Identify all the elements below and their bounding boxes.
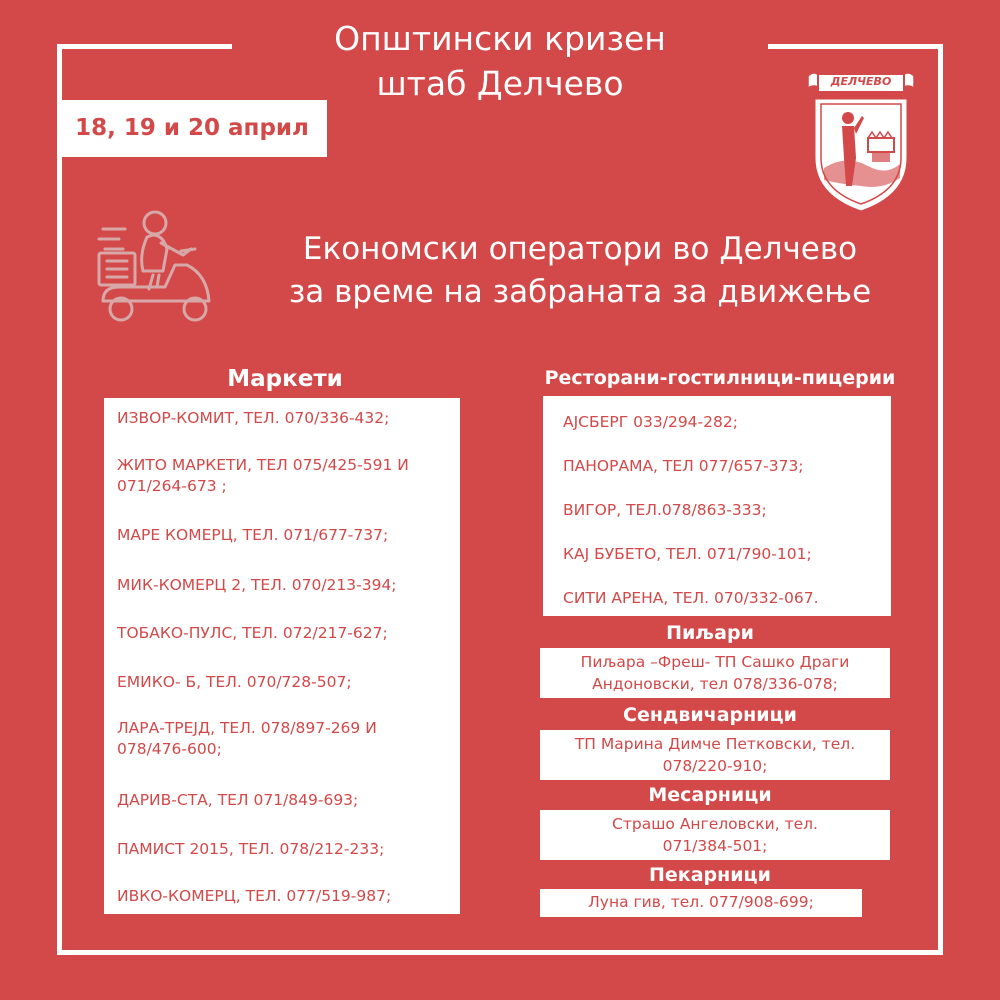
list-item: КАЈ БУБЕТО, ТЕЛ. 071/790-101;	[563, 545, 812, 563]
list-item: МИК-КОМЕРЦ 2, ТЕЛ. 070/213-394;	[117, 576, 397, 594]
title-line1: Општински кризен	[334, 19, 666, 58]
list-item: ЕМИКО- Б, ТЕЛ. 070/728-507;	[117, 673, 352, 691]
page-title	[230, 16, 770, 106]
bakery-line1: Луна гив, тел. 077/908-699;	[588, 893, 814, 911]
sandwiches-title: Сендвичарници	[623, 704, 797, 726]
greengrocers-box	[540, 648, 890, 698]
butchers-title: Месарници	[648, 784, 772, 806]
list-item: ЛАРА-ТРЕЈД, ТЕЛ. 078/897-269 И	[117, 719, 377, 737]
date-badge: 18, 19 и 20 април	[57, 100, 327, 157]
frame-right	[938, 44, 943, 955]
delivery-scooter-icon	[95, 205, 220, 330]
list-item: ПАМИСТ 2015, ТЕЛ. 078/212-233;	[117, 840, 385, 858]
logo-text: ДЕЛЧЕВО	[830, 75, 892, 88]
frame-left	[57, 44, 62, 955]
list-item: ИЗВОР-КОМИТ, ТЕЛ. 070/336-432;	[117, 409, 390, 427]
headline	[240, 228, 920, 314]
title-line2: штаб Делчево	[376, 64, 624, 103]
greengrocer-line1: Пиљара –Фреш- ТП Сашко Драги	[580, 653, 850, 671]
frame-top-left	[57, 44, 232, 49]
markets-list	[104, 398, 460, 914]
list-item: СИТИ АРЕНА, ТЕЛ. 070/332-067.	[563, 589, 819, 607]
restaurants-title: Ресторани-гостилници-пицерии	[544, 367, 896, 389]
frame-bottom	[57, 950, 943, 955]
frame-top-right	[768, 44, 943, 49]
coat-of-arms-logo	[806, 68, 916, 214]
sandwich-line1: ТП Марина Димче Петковски, тел.	[574, 735, 856, 753]
list-item: ПАНОРАМА, ТЕЛ 077/657-373;	[563, 457, 804, 475]
list-item: ДАРИВ-СТА, ТЕЛ 071/849-693;	[117, 791, 359, 809]
list-item: ЖИТО МАРКЕТИ, ТЕЛ 075/425-591 И	[117, 456, 409, 474]
butcher-line1: Страшо Ангеловски, тел.	[612, 815, 818, 833]
bakeries-title: Пекарници	[649, 864, 771, 886]
list-item: МАРЕ КОМЕРЦ, ТЕЛ. 071/677-737;	[117, 526, 389, 544]
list-item: ИВКО-КОМЕРЦ, ТЕЛ. 077/519-987;	[117, 887, 392, 905]
list-item: АЈСБЕРГ 033/294-282;	[563, 413, 738, 431]
list-item: 078/476-600;	[117, 740, 222, 758]
bakeries-box	[540, 889, 862, 917]
list-item: ТОБАКО-ПУЛС, ТЕЛ. 072/217-627;	[117, 624, 388, 642]
markets-title: Маркети	[227, 366, 343, 392]
headline-line1: Економски оператори во Делчево	[302, 231, 858, 267]
headline-line2: за време на забраната за движење	[288, 274, 872, 310]
greengrocer-line2: Андоновски, тел 078/336-078;	[592, 675, 838, 693]
list-item: ВИГОР, ТЕЛ.078/863-333;	[563, 501, 767, 519]
sandwiches-box	[540, 730, 890, 780]
greengrocers-title: Пиљари	[666, 622, 754, 644]
restaurants-list	[543, 396, 891, 616]
sandwich-line2: 078/220-910;	[662, 757, 768, 775]
list-item: 071/264-673 ;	[117, 477, 227, 495]
butcher-line2: 071/384-501;	[662, 837, 768, 855]
butchers-box	[540, 810, 890, 860]
